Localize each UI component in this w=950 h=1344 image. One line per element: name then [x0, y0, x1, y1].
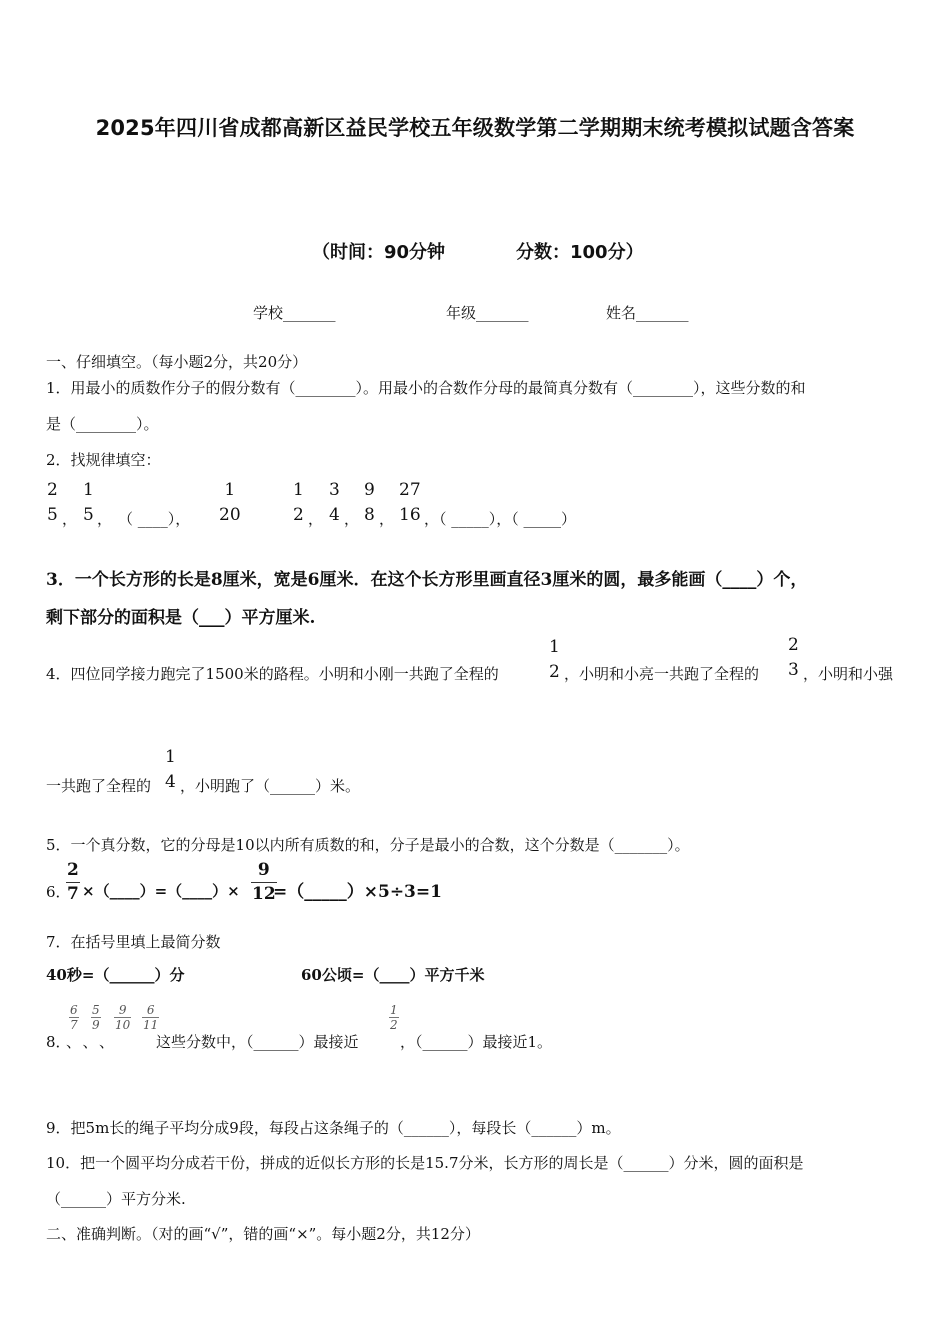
exam-score: 分数：100分）	[516, 242, 644, 263]
q2-label: 2．找规律填空：	[46, 451, 161, 469]
q4-part3: ，小明和小强	[803, 665, 894, 683]
q2-seq1-fraction-2: 1 5	[83, 480, 94, 525]
q8-text-2: ，（______）最接近1。	[400, 1033, 553, 1051]
name-field: 姓名_______	[606, 304, 689, 322]
section1-heading: 一、仔细填空。（每小题2分，共20分）	[46, 353, 308, 371]
q3-line2: 剩下部分的面积是（___）平方厘米.	[46, 608, 316, 628]
q2-seq1-blank: （ ____），	[118, 510, 191, 528]
q8-text-1: 这些分数中，（______）最接近	[156, 1033, 359, 1051]
q7-part-b: 60公顷=（____）平方千米	[301, 966, 485, 984]
q2-seq2-blanks: ，（ _____），（ _____）	[424, 510, 577, 528]
q4-part4: 一共跑了全程的	[46, 777, 152, 795]
q8-fraction-2: $\frac{5}{9}$	[92, 1003, 100, 1032]
q2-seq1-sep-2: ，	[97, 510, 113, 528]
q8-fraction-3: $\frac{9}{10}$	[115, 1003, 131, 1032]
q4-fraction-3: 1 4	[165, 747, 176, 792]
grade-field: 年级_______	[446, 304, 529, 322]
q7-label: 7．在括号里填上最简分数	[46, 933, 221, 951]
document-title: 2025年四川省成都高新区益民学校五年级数学第二学期期末统考模拟试题含答案	[95, 116, 855, 140]
q2-seq1-fraction-1: 2 5	[47, 480, 58, 525]
q6-end: =（_____）×5÷3=1	[273, 882, 442, 902]
q8-separators: 、、、	[66, 1033, 124, 1051]
q6-fraction-2: $\frac{9}{12}$	[252, 860, 276, 904]
q8-fraction-4: $\frac{6}{11}$	[143, 1003, 159, 1032]
q2-seq1-fraction-3: 1 20	[219, 480, 241, 525]
q4-part1: 4．四位同学接力跑完了1500米的路程。小明和小刚一共跑了全程的	[46, 665, 499, 683]
q4-part5: ，小明跑了（______）米。	[180, 777, 361, 795]
q8-label: 8．	[46, 1033, 71, 1051]
q8-fraction-1: $\frac{6}{7}$	[70, 1003, 78, 1032]
section2-heading: 二、准确判断。（对的画“√”，错的画“×”。每小题2分，共12分）	[46, 1225, 480, 1243]
q4-fraction-2: 2 3	[788, 635, 799, 680]
q10-line1: 10．把一个圆平均分成若干份，拼成的近似长方形的长是15.7分米，长方形的周长是（______）分米，圆的面积是	[46, 1154, 804, 1172]
q6-fraction-1: $\frac{2}{7}$	[67, 860, 79, 904]
q2-seq2-sep-1: ，	[308, 510, 324, 528]
q6-middle: ×（____）=（____）×	[82, 882, 240, 900]
q1-line2: 是（________）。	[46, 415, 159, 433]
q2-seq2-sep-3: ，	[379, 510, 395, 528]
q3-line1: 3．一个长方形的长是8厘米，宽是6厘米．在这个长方形里画直径3厘米的圆，最多能画（____）个，	[46, 570, 808, 590]
q9-text: 9．把5m长的绳子平均分成9段，每段占这条绳子的（______），每段长（______）m。	[46, 1119, 621, 1137]
exam-time: （时间：90分钟	[312, 242, 446, 263]
q5-text: 5．一个真分数，它的分母是10以内所有质数的和，分子是最小的合数，这个分数是（_______）。	[46, 836, 690, 854]
q10-line2: （______）平方分米.	[46, 1190, 186, 1208]
school-field: 学校_______	[253, 304, 336, 322]
q6-label: 6．	[46, 883, 71, 901]
q2-seq2-fraction-3: 9 8	[364, 480, 375, 525]
q2-seq2-fraction-1: 1 2	[293, 480, 304, 525]
q2-seq2-fraction-2: 3 4	[329, 480, 340, 525]
q2-seq2-sep-2: ，	[344, 510, 360, 528]
q7-part-a: 40秒=（______）分	[46, 966, 185, 984]
q2-seq1-sep-1: ，	[62, 510, 78, 528]
q1-line1: 1．用最小的质数作分子的假分数有（________）。用最小的合数作分母的最简真分数有（________），这些分数的和	[46, 379, 806, 397]
q8-fraction-half: $\frac{1}{2}$	[390, 1003, 398, 1032]
q4-fraction-1: 1 2	[549, 637, 560, 682]
q2-seq2-fraction-4: 27 16	[399, 480, 421, 525]
q4-part2: ，小明和小亮一共跑了全程的	[564, 665, 760, 683]
